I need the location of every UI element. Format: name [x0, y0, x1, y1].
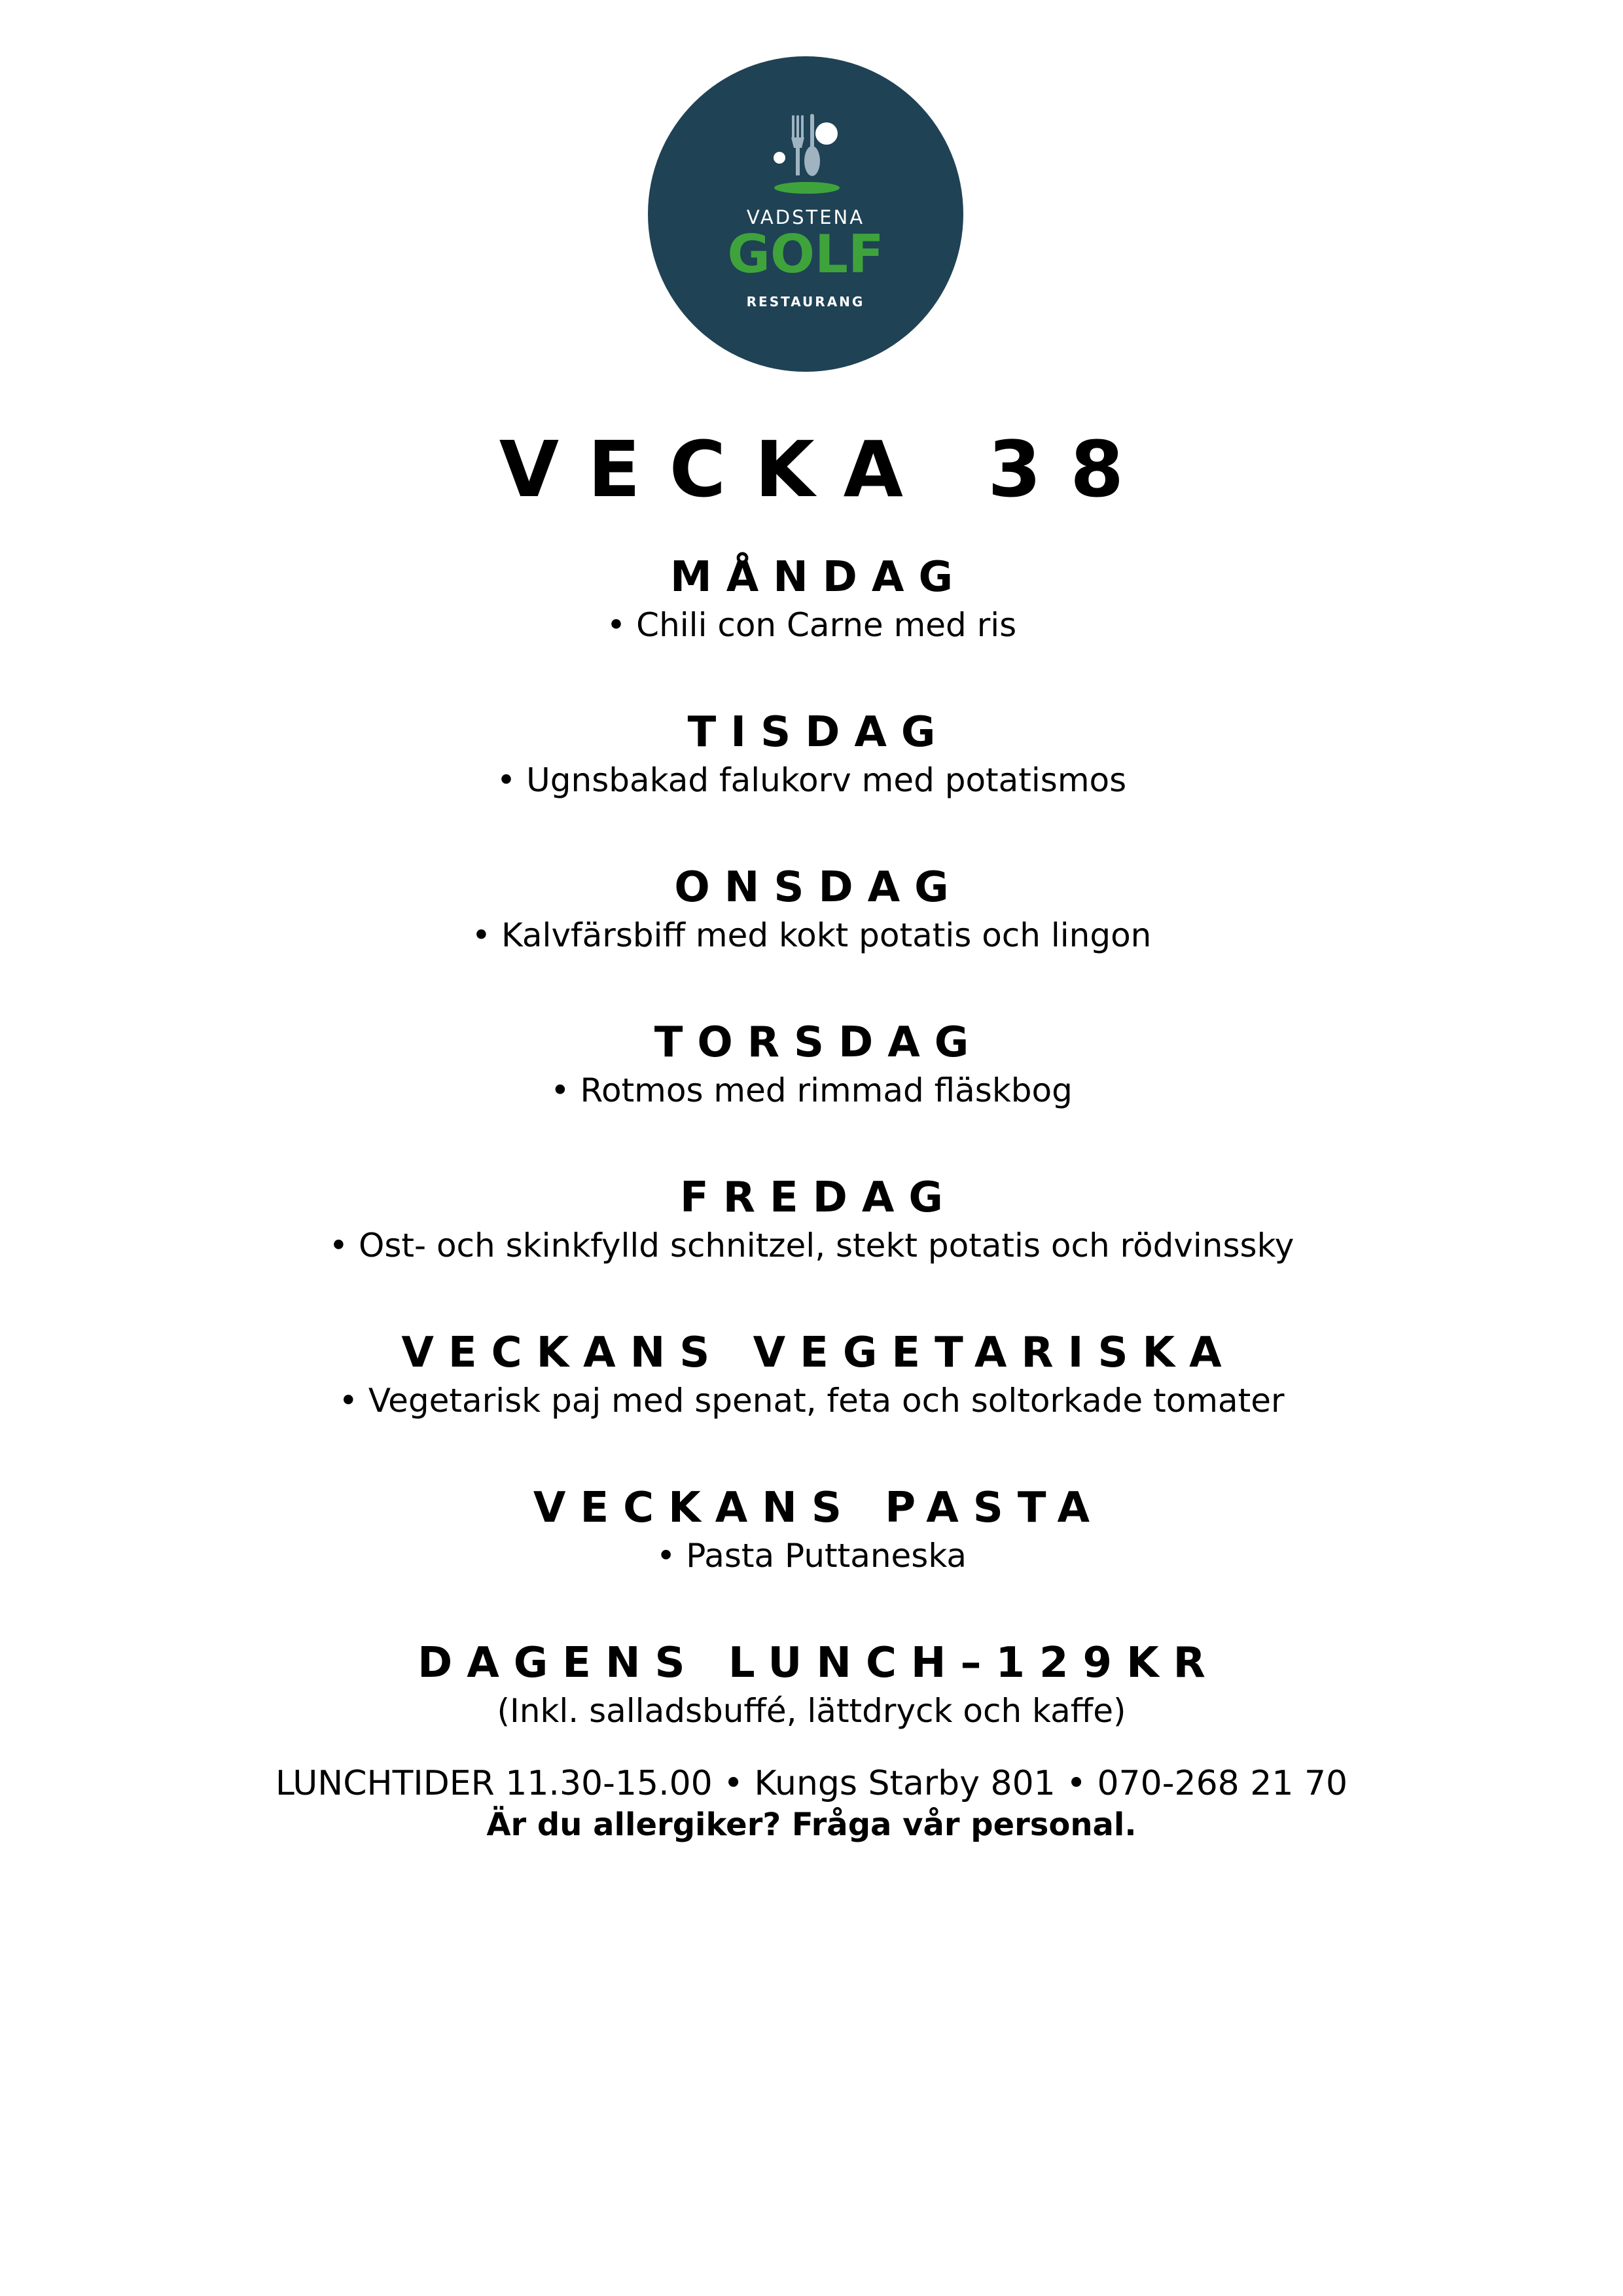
- lunch-section: [0, 1637, 1623, 1732]
- dish-item: • Rotmos med rimmad fläskbog: [550, 1071, 1073, 1109]
- lunch-hours-info: LUNCHTIDER 11.30-15.00 • Kungs Starby 801 • 070-268 21 70: [275, 1764, 1348, 1803]
- allergy-notice: Är du allergiker? Fråga vår personal.: [486, 1806, 1137, 1843]
- lunch-note: (Inkl. salladsbuffé, lättdryck och kaffe): [497, 1692, 1126, 1730]
- pasta-heading: VECKANS PASTA: [533, 1484, 1105, 1532]
- logo-text-vadstena: VADSTENA: [746, 206, 865, 228]
- day-heading: TORSDAG: [654, 1018, 984, 1067]
- logo-text-restaurang: RESTAURANG: [746, 294, 865, 310]
- day-section-monday: [0, 551, 1623, 647]
- restaurant-logo: [648, 56, 963, 372]
- small-ball-icon: [774, 152, 785, 164]
- day-section-friday: [0, 1172, 1623, 1267]
- page-title: VECKA 38: [499, 424, 1153, 514]
- vegetarian-section: [0, 1327, 1623, 1422]
- day-section-tuesday: [0, 706, 1623, 802]
- logo-text-golf: GOLF: [727, 224, 884, 285]
- day-heading: FREDAG: [680, 1174, 957, 1222]
- vegetarian-dish: • Vegetarisk paj med spenat, feta och soltorkade tomater: [338, 1382, 1285, 1420]
- golf-ball-icon: [815, 122, 838, 145]
- pasta-dish: • Pasta Puttaneska: [656, 1537, 967, 1575]
- dish-item: • Ost- och skinkfylld schnitzel, stekt potatis och rödvinssky: [329, 1227, 1294, 1265]
- dish-item: • Kalvfärsbiff med kokt potatis och lingon: [471, 916, 1152, 954]
- lunch-heading: DAGENS LUNCH–129KR: [418, 1639, 1220, 1687]
- dish-item: • Chili con Carne med ris: [606, 606, 1017, 644]
- putting-green-icon: [774, 182, 840, 194]
- dish-item: • Ugnsbakad falukorv med potatismos: [496, 761, 1127, 799]
- day-section-wednesday: [0, 861, 1623, 957]
- day-heading: MÅNDAG: [670, 553, 967, 601]
- pasta-section: [0, 1482, 1623, 1577]
- vegetarian-heading: VECKANS VEGETARISKA: [401, 1329, 1236, 1377]
- day-heading: ONSDAG: [674, 863, 963, 912]
- day-heading: TISDAG: [687, 708, 950, 757]
- day-section-thursday: [0, 1016, 1623, 1112]
